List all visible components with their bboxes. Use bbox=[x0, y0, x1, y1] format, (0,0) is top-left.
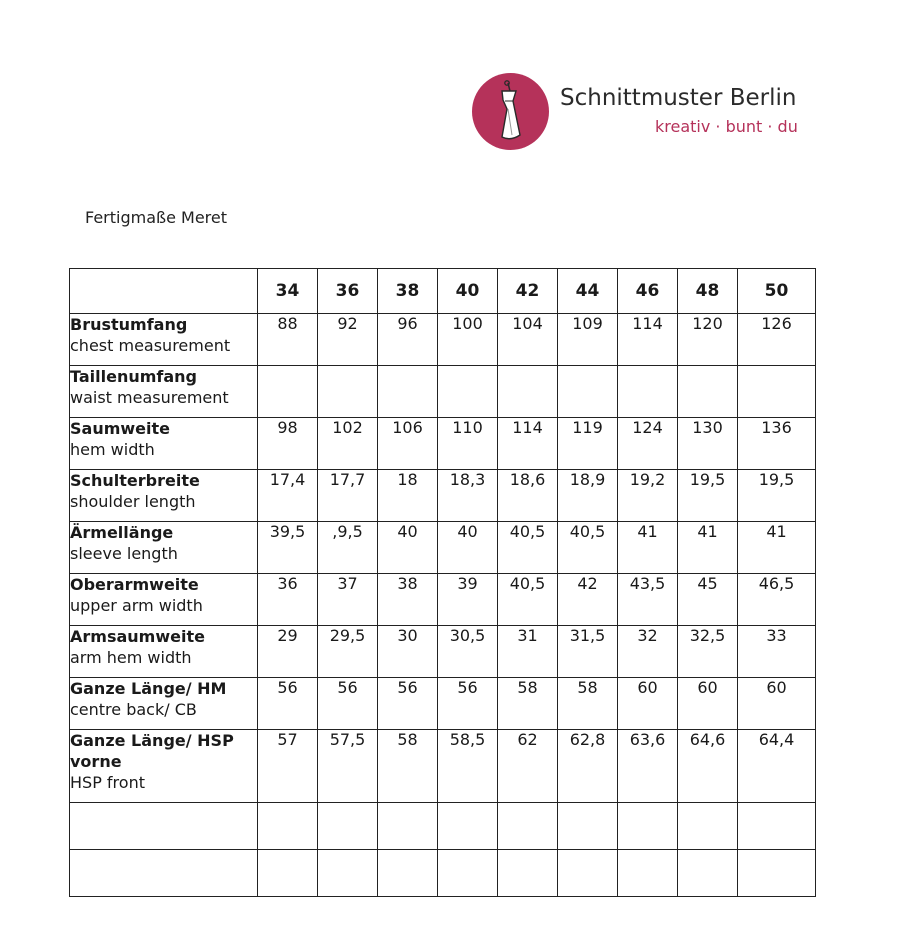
measurement-label-cell bbox=[70, 574, 258, 626]
value-cell: 56 bbox=[438, 678, 498, 730]
measurement-label-en: sleeve length bbox=[70, 544, 178, 563]
measurement-label-cell bbox=[70, 850, 258, 897]
value-cell: 56 bbox=[378, 678, 438, 730]
value-cell bbox=[318, 803, 378, 850]
size-header-38: 38 bbox=[378, 269, 438, 314]
value-cell: 102 bbox=[318, 418, 378, 470]
table-row bbox=[70, 522, 816, 574]
measurement-label-de: Ärmellänge bbox=[70, 523, 174, 542]
value-cell: 56 bbox=[258, 678, 318, 730]
value-cell bbox=[678, 803, 738, 850]
value-cell: 19,5 bbox=[738, 470, 816, 522]
measurement-label-en: waist measurement bbox=[70, 388, 229, 407]
value-cell: 92 bbox=[318, 314, 378, 366]
measurement-label-de: Schulterbreite bbox=[70, 471, 200, 490]
value-cell: 126 bbox=[738, 314, 816, 366]
value-cell: 119 bbox=[558, 418, 618, 470]
value-cell bbox=[258, 803, 318, 850]
dress-logo-icon bbox=[472, 73, 549, 150]
value-cell: 40 bbox=[438, 522, 498, 574]
value-cell: 32 bbox=[618, 626, 678, 678]
value-cell: 58 bbox=[558, 678, 618, 730]
value-cell bbox=[498, 803, 558, 850]
size-header-50: 50 bbox=[738, 269, 816, 314]
value-cell bbox=[378, 803, 438, 850]
value-cell: 38 bbox=[378, 574, 438, 626]
size-header-46: 46 bbox=[618, 269, 678, 314]
value-cell: 136 bbox=[738, 418, 816, 470]
size-header-36: 36 bbox=[318, 269, 378, 314]
measurements-table bbox=[69, 268, 816, 897]
value-cell bbox=[378, 366, 438, 418]
value-cell bbox=[738, 850, 816, 897]
measurement-label-cell bbox=[70, 366, 258, 418]
value-cell: 39 bbox=[438, 574, 498, 626]
value-cell: 37 bbox=[318, 574, 378, 626]
measurement-label-cell bbox=[70, 803, 258, 850]
value-cell: 40 bbox=[378, 522, 438, 574]
value-cell: 43,5 bbox=[618, 574, 678, 626]
value-cell bbox=[738, 366, 816, 418]
brand-logo bbox=[472, 73, 802, 153]
value-cell: 41 bbox=[618, 522, 678, 574]
header-corner-cell bbox=[70, 269, 258, 314]
value-cell: 45 bbox=[678, 574, 738, 626]
size-header-42: 42 bbox=[498, 269, 558, 314]
value-cell: 32,5 bbox=[678, 626, 738, 678]
value-cell bbox=[618, 803, 678, 850]
value-cell: 18,9 bbox=[558, 470, 618, 522]
value-cell: 64,4 bbox=[738, 730, 816, 803]
brand-tagline: kreativ · bunt · du bbox=[655, 117, 798, 136]
table-row bbox=[70, 730, 816, 803]
table-row bbox=[70, 803, 816, 850]
value-cell: 63,6 bbox=[618, 730, 678, 803]
value-cell bbox=[738, 803, 816, 850]
measurement-label-en: arm hem width bbox=[70, 648, 192, 667]
measurement-label-de: Ganze Länge/ HM bbox=[70, 679, 227, 698]
measurement-label-de: Ganze Länge/ HSP vorne bbox=[70, 731, 234, 771]
value-cell: 29 bbox=[258, 626, 318, 678]
size-header-40: 40 bbox=[438, 269, 498, 314]
measurement-label-en: chest measurement bbox=[70, 336, 231, 355]
value-cell: 18,3 bbox=[438, 470, 498, 522]
measurement-label-de: Brustumfang bbox=[70, 315, 188, 334]
measurement-label-cell bbox=[70, 522, 258, 574]
value-cell bbox=[618, 850, 678, 897]
value-cell: 58 bbox=[378, 730, 438, 803]
value-cell: 40,5 bbox=[558, 522, 618, 574]
value-cell: 114 bbox=[498, 418, 558, 470]
value-cell: 31,5 bbox=[558, 626, 618, 678]
value-cell bbox=[498, 850, 558, 897]
value-cell: 114 bbox=[618, 314, 678, 366]
table-row bbox=[70, 314, 816, 366]
value-cell: 60 bbox=[618, 678, 678, 730]
brand-name: Schnittmuster Berlin bbox=[560, 85, 797, 111]
measurement-label-en: hem width bbox=[70, 440, 155, 459]
value-cell: 17,4 bbox=[258, 470, 318, 522]
value-cell bbox=[558, 803, 618, 850]
value-cell bbox=[258, 366, 318, 418]
value-cell: 106 bbox=[378, 418, 438, 470]
value-cell: 104 bbox=[498, 314, 558, 366]
measurement-label-cell bbox=[70, 470, 258, 522]
value-cell: 19,2 bbox=[618, 470, 678, 522]
value-cell: 64,6 bbox=[678, 730, 738, 803]
table-row bbox=[70, 470, 816, 522]
value-cell: 30,5 bbox=[438, 626, 498, 678]
value-cell bbox=[438, 366, 498, 418]
table-row bbox=[70, 626, 816, 678]
measurement-label-de: Oberarmweite bbox=[70, 575, 199, 594]
value-cell: 18,6 bbox=[498, 470, 558, 522]
measurement-label-en: HSP front bbox=[70, 773, 145, 792]
value-cell: 36 bbox=[258, 574, 318, 626]
value-cell: 96 bbox=[378, 314, 438, 366]
value-cell: 31 bbox=[498, 626, 558, 678]
value-cell: 110 bbox=[438, 418, 498, 470]
measurement-label-cell bbox=[70, 314, 258, 366]
value-cell: 57 bbox=[258, 730, 318, 803]
value-cell: 58,5 bbox=[438, 730, 498, 803]
value-cell bbox=[498, 366, 558, 418]
value-cell bbox=[558, 850, 618, 897]
size-header-44: 44 bbox=[558, 269, 618, 314]
value-cell bbox=[318, 366, 378, 418]
header-row bbox=[70, 269, 816, 314]
measurement-label-en: shoulder length bbox=[70, 492, 196, 511]
value-cell bbox=[678, 366, 738, 418]
value-cell: 57,5 bbox=[318, 730, 378, 803]
value-cell: 40,5 bbox=[498, 522, 558, 574]
value-cell: 62,8 bbox=[558, 730, 618, 803]
value-cell: 60 bbox=[678, 678, 738, 730]
table-row bbox=[70, 678, 816, 730]
value-cell: 130 bbox=[678, 418, 738, 470]
value-cell: 33 bbox=[738, 626, 816, 678]
value-cell: 46,5 bbox=[738, 574, 816, 626]
value-cell: ,9,5 bbox=[318, 522, 378, 574]
value-cell: 58 bbox=[498, 678, 558, 730]
value-cell: 17,7 bbox=[318, 470, 378, 522]
value-cell: 124 bbox=[618, 418, 678, 470]
measurement-label-en: centre back/ CB bbox=[70, 700, 197, 719]
table-row bbox=[70, 366, 816, 418]
measurement-label-cell bbox=[70, 626, 258, 678]
value-cell: 41 bbox=[738, 522, 816, 574]
value-cell: 42 bbox=[558, 574, 618, 626]
value-cell bbox=[618, 366, 678, 418]
document-title: Fertigmaße Meret bbox=[85, 208, 228, 227]
measurement-label-de: Armsaumweite bbox=[70, 627, 205, 646]
value-cell: 41 bbox=[678, 522, 738, 574]
measurement-label-en: upper arm width bbox=[70, 596, 203, 615]
value-cell bbox=[558, 366, 618, 418]
value-cell bbox=[438, 850, 498, 897]
measurement-label-de: Taillenumfang bbox=[70, 367, 198, 386]
value-cell: 19,5 bbox=[678, 470, 738, 522]
value-cell: 56 bbox=[318, 678, 378, 730]
table-row bbox=[70, 418, 816, 470]
size-header-48: 48 bbox=[678, 269, 738, 314]
value-cell: 88 bbox=[258, 314, 318, 366]
value-cell bbox=[438, 803, 498, 850]
value-cell: 60 bbox=[738, 678, 816, 730]
value-cell: 40,5 bbox=[498, 574, 558, 626]
value-cell: 98 bbox=[258, 418, 318, 470]
table-row bbox=[70, 574, 816, 626]
value-cell: 29,5 bbox=[318, 626, 378, 678]
value-cell: 18 bbox=[378, 470, 438, 522]
size-header-34: 34 bbox=[258, 269, 318, 314]
table-row bbox=[70, 850, 816, 897]
measurement-label-cell bbox=[70, 418, 258, 470]
value-cell: 109 bbox=[558, 314, 618, 366]
value-cell: 39,5 bbox=[258, 522, 318, 574]
value-cell: 120 bbox=[678, 314, 738, 366]
value-cell bbox=[258, 850, 318, 897]
value-cell bbox=[318, 850, 378, 897]
value-cell: 100 bbox=[438, 314, 498, 366]
measurement-label-cell bbox=[70, 678, 258, 730]
value-cell bbox=[678, 850, 738, 897]
value-cell: 30 bbox=[378, 626, 438, 678]
measurement-label-cell bbox=[70, 730, 258, 803]
value-cell bbox=[378, 850, 438, 897]
measurement-label-de: Saumweite bbox=[70, 419, 170, 438]
value-cell: 62 bbox=[498, 730, 558, 803]
